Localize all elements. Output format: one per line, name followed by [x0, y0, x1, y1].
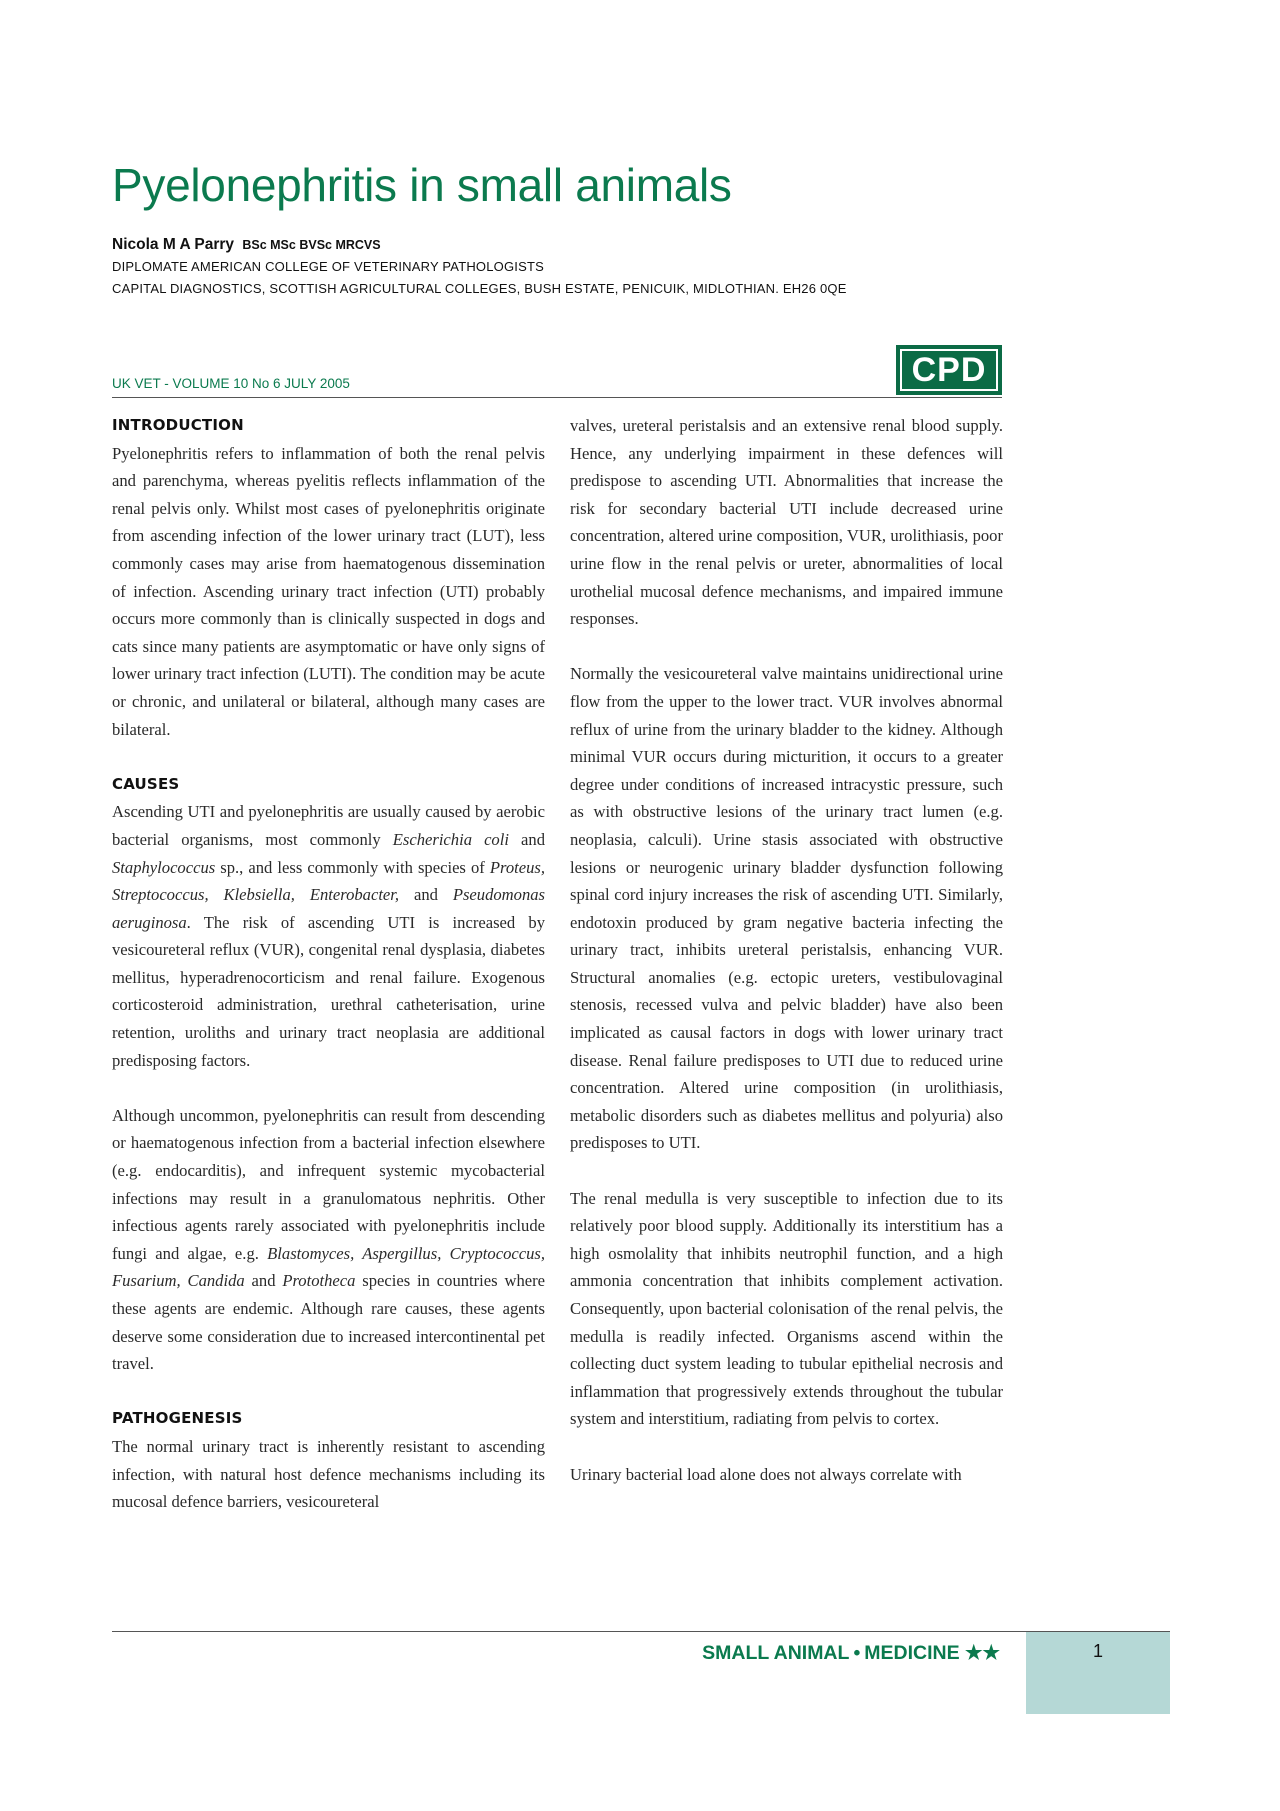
bullet-icon: •: [853, 1642, 861, 1664]
journal-reference: UK VET - VOLUME 10 No 6 JULY 2005: [112, 376, 350, 391]
section-heading-causes: CAUSES: [112, 774, 180, 793]
header-divider: [112, 397, 1002, 398]
cpd-badge: [896, 345, 1002, 395]
author-name: Nicola M A Parry: [112, 236, 235, 253]
affiliation-address: CAPITAL DIAGNOSTICS, SCOTTISH AGRICULTURAL COLLEGES, BUSH ESTATE, PENICUIK, MIDLOTHIAN. EH26 0QE: [112, 281, 847, 296]
affiliation-college: DIPLOMATE AMERICAN COLLEGE OF VETERINARY PATHOLOGISTS: [112, 259, 544, 274]
causes-paragraph-2: Although uncommon, pyelonephritis can result from descending or haematogenous infection from a bacterial infection elsewhere (e.g. endocarditis), and infrequent systemic mycobacterial infections may result in a granulomatous nephritis. Other infectious agents rarely associated with pyelonephritis include fungi and algae, e.g. Blastomyces, Aspergillus, Cryptococcus, Fusarium, Candida and Prototheca species in countries where these agents are endemic. Although rare causes, these agents deserve some consideration due to increased intercontinental pet travel.: [112, 1105, 545, 1374]
footer-divider: [112, 1631, 1170, 1632]
renal-medulla-paragraph: The renal medulla is very susceptible to infection due to its relatively poor blood supply. Additionally its interstitium has a high osmolality that inhibits neutrophil function, and a high ammonia concentration that inhibits complement activation. Consequently, upon bacterial colonisation of the renal pelvis, the medulla is readily infected. Organisms ascend within the collecting duct system leading to tubular epithelial necrosis and inflammation that progressively extends throughout the tubular system and interstitium, radiating from pelvis to cortex.: [570, 1188, 1003, 1429]
author-line: [112, 236, 381, 254]
introduction-paragraph: Pyelonephritis refers to inflammation of both the renal pelvis and parenchyma, whereas pyelitis reflects inflammation of the renal pelvis only. Whilst most cases of pyelonephritis originate from ascending infection of the lower urinary tract (LUT), less commonly cases may arise from haematogenous dissemination of infection. Ascending urinary tract infection (UTI) probably occurs more commonly than is clinically suspected in dogs and cats since many patients are asymptomatic or have only signs of lower urinary tract infection (LUTI). The condition may be acute or chronic, and unilateral or bilateral, although many cases are bilateral.: [112, 443, 545, 739]
causes-paragraph-1: Ascending UTI and pyelonephritis are usually caused by aerobic bacterial organisms, most commonly Escherichia coli and Staphylococcus sp., and less commonly with species of Proteus, Streptococcus, Klebsiella, Enterobacter, and Pseudomonas aeruginosa. The risk of ascending UTI is increased by vesicoureteral reflux (VUR), congenital renal dysplasia, diabetes mellitus, hyperadrenocorticism and renal failure. Exogenous corticosteroid administration, urethral catheterisation, urine retention, uroliths and urinary tract neoplasia are additional predisposing factors.: [112, 802, 545, 1070]
article-title: Pyelonephritis in small animals: [112, 159, 732, 211]
star-rating-icon: ★★: [965, 1642, 1000, 1664]
author-qualifications: BSc MSc BVSc MRCVS: [242, 238, 381, 252]
page-number: 1: [1092, 1641, 1103, 1661]
page-number-box: [1026, 1632, 1170, 1714]
vur-paragraph: Normally the vesicoureteral valve maintains unidirectional urine flow from the upper to the lower tract. VUR involves abnormal reflux of urine from the urinary bladder to the kidney. Although minimal VUR occurs during micturition, it occurs to a greater degree under conditions of increased intracystic pressure, such as with obstructive lesions of the urinary tract lumen (e.g. neoplasia, calculi). Urine stasis associated with obstructive lesions or neurogenic urinary bladder dysfunction following spinal cord injury increases the risk of ascending UTI. Similarly, endotoxin produced by gram negative bacteria infecting the urinary tract, inhibits ureteral peristalsis, enhancing VUR. Structural anomalies (e.g. ectopic ureters, vestibulovaginal stenosis, recessed vulva and pelvic bladder) have also been implicated as causal factors in dogs with lower urinary tract disease. Renal failure predisposes to UTI due to reduced urine concentration. Altered urine composition (in urolithiasis, metabolic disorders such as diabetes mellitus and polyuria) also predisposes to UTI.: [570, 664, 1003, 1153]
right-column: [570, 412, 1003, 1488]
cpd-badge-label: CPD: [900, 349, 998, 391]
section-heading-pathogenesis: PATHOGENESIS: [112, 1409, 243, 1428]
footer-section-label: SMALL ANIMAL • MEDICINE ★★: [702, 1642, 1000, 1664]
left-column: [112, 412, 545, 1516]
pathogenesis-paragraph: The normal urinary tract is inherently resistant to ascending infection, with natural host defence mechanisms including its mucosal defence barriers, vesicoureteral: [112, 1436, 545, 1512]
pathogenesis-continued-paragraph: valves, ureteral peristalsis and an extensive renal blood supply. Hence, any underlying impairment in these defences will predispose to ascending UTI. Abnormalities that increase the risk for secondary bacterial UTI include decreased urine concentration, altered urine composition, VUR, urolithiasis, poor urine flow in the renal pelvis or ureter, abnormalities of local urothelial mucosal defence mechanisms, and impaired immune responses.: [570, 416, 1003, 629]
bacterial-load-paragraph: Urinary bacterial load alone does not always correlate with: [570, 1464, 962, 1484]
section-heading-introduction: INTRODUCTION: [112, 416, 244, 434]
